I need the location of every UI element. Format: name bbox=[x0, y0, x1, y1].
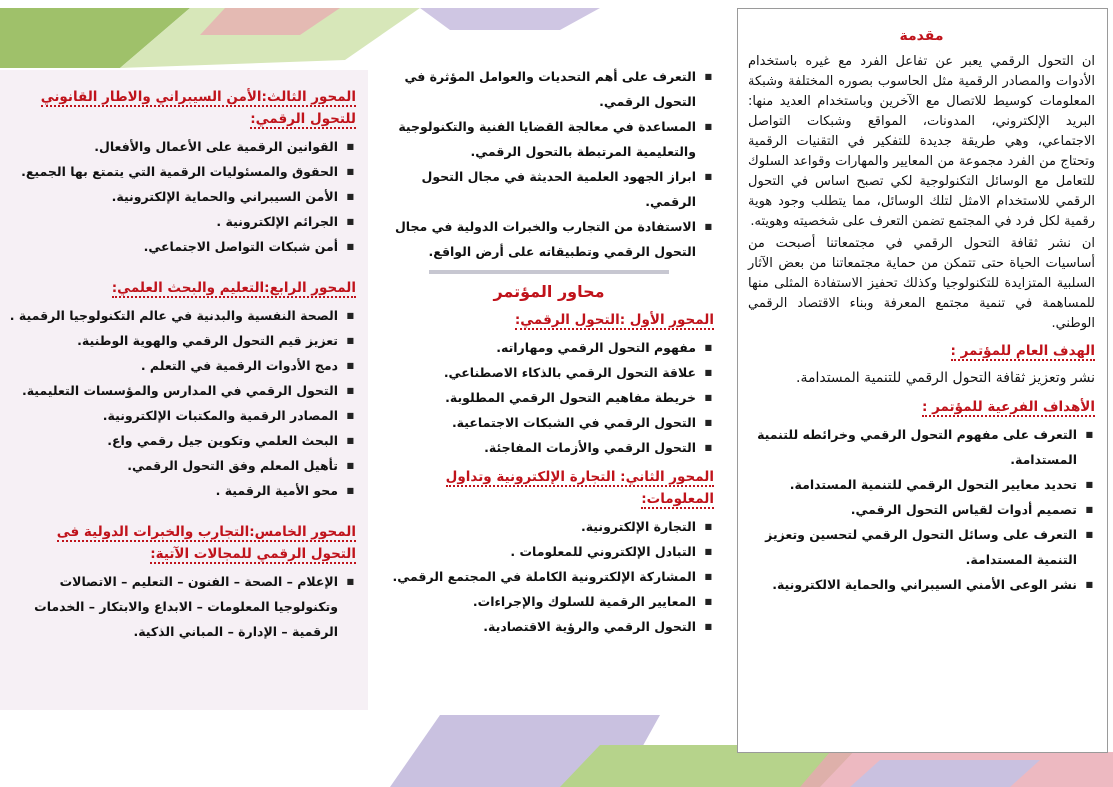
list-item: ■ ابراز الجهود العلمية الحديثة في مجال التحول الرقمي. bbox=[384, 164, 696, 214]
list-item: ■ الأمن السيبراني والحماية الإلكترونية. bbox=[8, 184, 338, 209]
list-item: ■ الجرائم الإلكترونية . bbox=[8, 209, 338, 234]
list-item: ■ تعزيز قيم التحول الرقمي والهوية الوطنية. bbox=[8, 328, 338, 353]
list-item: ■ المشاركة الإلكترونية الكاملة في المجتمع الرقمي. bbox=[384, 564, 696, 589]
list-item: ■ الحقوق والمسئوليات الرقمية التي يتمتع بها الجميع. bbox=[8, 159, 338, 184]
list-item: ■ تصميم أدوات لقياس التحول الرقمي. bbox=[748, 497, 1077, 522]
mid-goals-list bbox=[384, 64, 714, 264]
list-item: ■ نشر الوعى الأمني السيبراني والحماية الالكترونية. bbox=[748, 572, 1077, 597]
list-item: ■ دمج الأدوات الرقمية في التعلم . bbox=[8, 353, 338, 378]
axis1-list bbox=[384, 335, 714, 460]
axis4-title: المحور الرابع:التعليم والبحث العلمي: bbox=[111, 280, 356, 296]
list-item: ■ الصحة النفسية والبدنية في عالم التكنولوجيا الرقمية . bbox=[8, 303, 338, 328]
axis3-list bbox=[8, 134, 356, 259]
list-item: ■ أمن شبكات التواصل الاجتماعي. bbox=[8, 234, 338, 259]
list-item: ■ تحديد معايير التحول الرقمي للتنمية المستدامة. bbox=[748, 472, 1077, 497]
sub-goals-title: الأهداف الفرعية للمؤتمر : bbox=[922, 399, 1095, 415]
axes-title: محاور المؤتمر bbox=[493, 282, 605, 301]
axes-panel-left bbox=[0, 70, 368, 710]
list-item: ■ التعرف على مفهوم التحول الرقمي وخرائطه للتنمية المستدامة. bbox=[748, 422, 1077, 472]
intro-paragraph-2: ان نشر ثقافة التحول الرقمي في مجتمعاتنا أصبحت من أساسيات الحياة حتى تتمكن من حماية مجتمعاتنا من بعض الآثار السلبية المتزايدة للتكنولوجيا وكذلك تحفيز الاستفادة المثلى منها للمساهمة في تنمية مجتمع المعرفة وبناء الاقتصاد الرقمي الوطني. bbox=[748, 236, 1095, 331]
intro-paragraph-1: ان التحول الرقمي يعبر عن تفاعل الفرد مع غيره باستخدام الأدوات والمصادر الرقمية مثل الحاسوب بصوره المختلفة وشبكة المعلومات كوسيط للاتصال مع الآخرين وباستخدام العديد منها: البريد الإلكتروني، المدونات، المواقع وشبكات التواصل الاجتماعي، وهي طريقة جديدة للتفكير في التقنيات الرقمية وتحتاج من الفرد مجموعة من المعايير والمهارات وقواعد السلوك للتعامل مع الوسائل التكنولوجية لكي تصبح اساس في التحول الرقمي للاستخدام الامثل لتلك الوسائل، مما يتطلب وجود هوية رقمية لكل فرد في المجتمع تضمن التعرف على شخصيته وهويته. bbox=[748, 54, 1095, 229]
list-item: ■ التحول الرقمي في الشبكات الاجتماعية. bbox=[384, 410, 696, 435]
list-item: ■ التبادل الإلكتروني للمعلومات . bbox=[384, 539, 696, 564]
list-item: ■ محو الأمية الرقمية . bbox=[8, 478, 338, 503]
axis1-title: المحور الأول :التحول الرقمي: bbox=[514, 312, 714, 328]
list-item: ■ المعايير الرقمية للسلوك والإجراءات. bbox=[384, 589, 696, 614]
axis2-title: المحور الثاني: التجارة الإلكترونية وتداول المعلومات: bbox=[445, 469, 714, 507]
list-item: ■ المصادر الرقمية والمكتبات الإلكترونية. bbox=[8, 403, 338, 428]
axis3-title: المحور الثالث:الأمن السيبراني والاطار القانوني للتحول الرقمي: bbox=[40, 89, 356, 127]
list-item: ■ التحول الرقمي في المدارس والمؤسسات التعليمية. bbox=[8, 378, 338, 403]
general-goal-title: الهدف العام للمؤتمر : bbox=[950, 343, 1095, 359]
list-item: ■ الإعلام – الصحة – الفنون – التعليم – الاتصالات وتكنولوجيا المعلومات – الابداع والابتكار – الخدمات الرقمية – الإدارة – المباني الذكية. bbox=[8, 569, 338, 644]
list-item: ■ التعرف على وسائل التحول الرقمي لتحسين وتعزيز التنمية المستدامة. bbox=[748, 522, 1077, 572]
intro-panel bbox=[737, 8, 1108, 753]
axis4-list bbox=[8, 303, 356, 503]
general-goal-text: نشر وتعزيز ثقافة التحول الرقمي للتنمية المستدامة. bbox=[796, 370, 1095, 386]
list-item: ■ علاقة التحول الرقمي بالذكاء الاصطناعي. bbox=[384, 360, 696, 385]
list-item: ■ تأهيل المعلم وفق التحول الرقمي. bbox=[8, 453, 338, 478]
list-item: ■ التجارة الإلكترونية. bbox=[384, 514, 696, 539]
divider bbox=[429, 270, 669, 274]
list-item: ■ القوانين الرقمية على الأعمال والأفعال. bbox=[8, 134, 338, 159]
list-item: ■ التعرف على أهم التحديات والعوامل المؤثرة في التحول الرقمي. bbox=[384, 64, 696, 114]
list-item: ■ التحول الرقمي والرؤية الاقتصادية. bbox=[384, 614, 696, 639]
axis2-list bbox=[384, 514, 714, 639]
sub-goals-list bbox=[748, 422, 1095, 597]
axes-panel bbox=[376, 58, 726, 698]
axis5-title: المحور الخامس:التجارب والخبرات الدولية فى التحول الرقمي للمجالات الآتية: bbox=[56, 524, 356, 562]
list-item: ■ التحول الرقمي والأزمات المفاجئة. bbox=[384, 435, 696, 460]
list-item: ■ البحث العلمي وتكوين جيل رقمي واع. bbox=[8, 428, 338, 453]
axis5-list bbox=[8, 569, 356, 644]
list-item: ■ المساعدة في معالجة القضايا الفنية والتكنولوجية والتعليمية المرتبطة بالتحول الرقمي. bbox=[384, 114, 696, 164]
list-item: ■ مفهوم التحول الرقمي ومهاراته. bbox=[384, 335, 696, 360]
list-item: ■ خريطة مفاهيم التحول الرقمي المطلوبة. bbox=[384, 385, 696, 410]
intro-title: مقدمة bbox=[899, 28, 944, 44]
list-item: ■ الاستفادة من التجارب والخبرات الدولية في مجال التحول الرقمي وتطبيقاته على أرض الواقع. bbox=[384, 214, 696, 264]
